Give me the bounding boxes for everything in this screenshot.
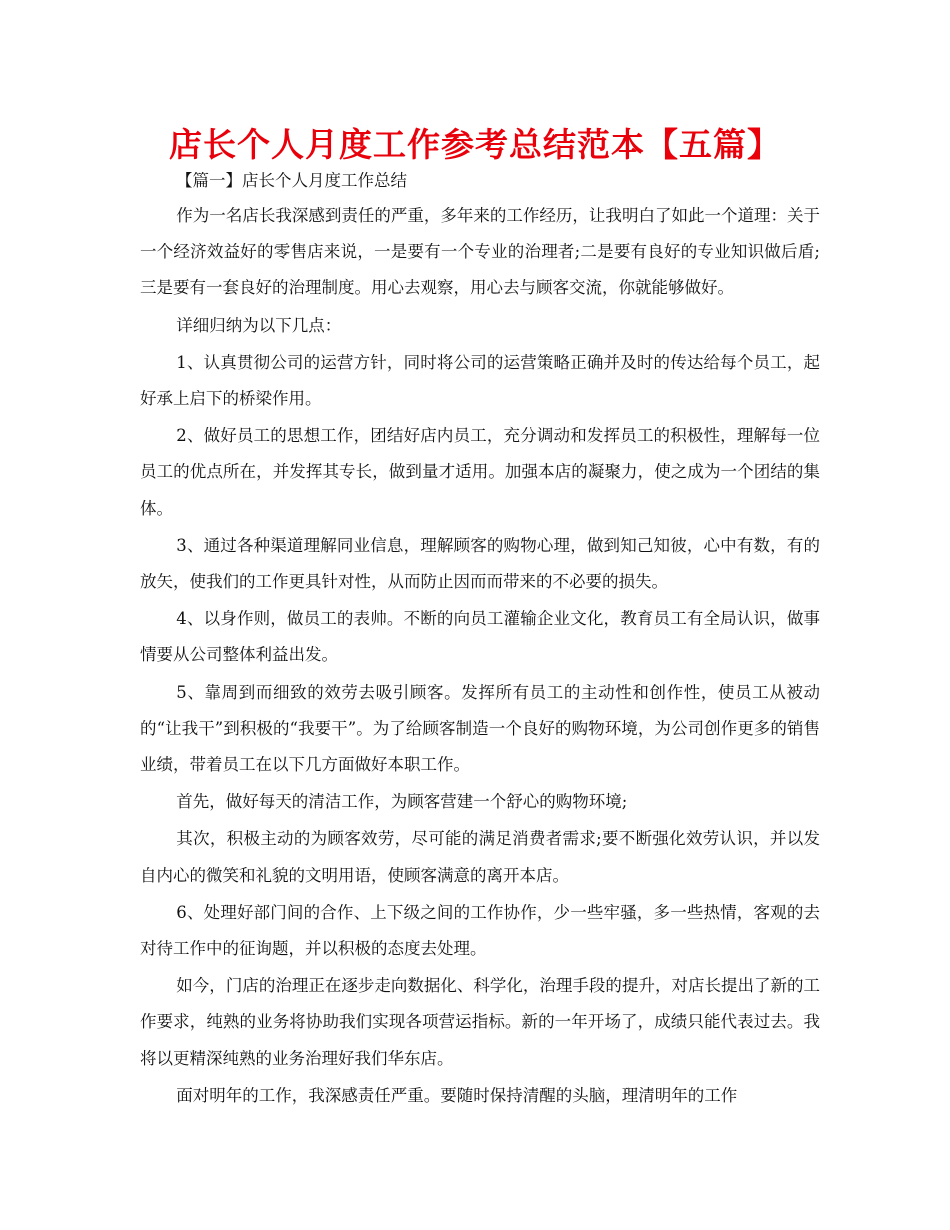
document-title: 店长个人月度工作参考总结范本【五篇】 (169, 125, 781, 164)
paragraph: 详细归纳为以下几点： (176, 315, 342, 335)
section-heading: 【篇一】店长个人月度工作总结 (176, 171, 407, 190)
paragraph: 面对明年的工作，我深感责任严重。要随时保持清醒的头脑，理清明年的工作 (176, 1085, 738, 1105)
paragraph: 3、通过各种渠道理解同业信息，理解顾客的购物心理，做到知己知彼，心中有数，有的放矢，使我们的工作更具针对性，从而防止因而而带来的不必要的损失。 (140, 535, 820, 592)
paragraph: 4、以身作则，做员工的表帅。不断的向员工灌输企业文化，教育员工有全局认识，做事情要从公司整体利益出发。 (140, 609, 820, 665)
paragraph: 5、靠周到而细致的效劳去吸引顾客。发挥所有员工的主动性和创作性，使员工从被动的“让我干”到积极的“我要干”。为了给顾客制造一个良好的购物环境，为公司创作更多的销售业绩，带着员工在以下几方面做好本职工作。 (140, 682, 820, 775)
document-body (140, 198, 820, 1115)
paragraph: 其次，积极主动的为顾客效劳，尽可能的满足消费者需求;要不断强化效劳认识，并以发自内心的微笑和礼貌的文明用语，使顾客满意的离开本店。 (140, 829, 820, 885)
paragraph: 作为一名店长我深感到责任的严重，多年来的工作经历，让我明白了如此一个道理：关于一个经济效益好的零售店来说，一是要有一个专业的治理者;二是要有良好的专业知识做后盾;三是要有一套良好的治理制度。用心去观察，用心去与顾客交流，你就能够做好。 (140, 206, 820, 298)
paragraph: 如今，门店的治理正在逐步走向数据化、科学化，治理手段的提升，对店长提出了新的工作要求，纯熟的业务将协助我们实现各项营运指标。新的一年开场了，成绩只能代表过去。我将以更精深纯熟的业务治理好我们华东店。 (140, 976, 820, 1068)
paragraph: 首先，做好每天的清洁工作，为顾客营建一个舒心的购物环境; (176, 792, 628, 812)
paragraph: 6、处理好部门间的合作、上下级之间的工作协作，少一些牢骚，多一些热情，客观的去对待工作中的征询题，并以积极的态度去处理。 (140, 902, 820, 959)
paragraph: 2、做好员工的思想工作，团结好店内员工，充分调动和发挥员工的积极性，理解每一位员工的优点所在，并发挥其专长，做到量才适用。加强本店的凝聚力，使之成为一个团结的集体。 (140, 426, 820, 518)
paragraph: 1、认真贯彻公司的运营方针，同时将公司的运营策略正确并及时的传达给每个员工，起好承上启下的桥梁作用。 (140, 352, 820, 409)
